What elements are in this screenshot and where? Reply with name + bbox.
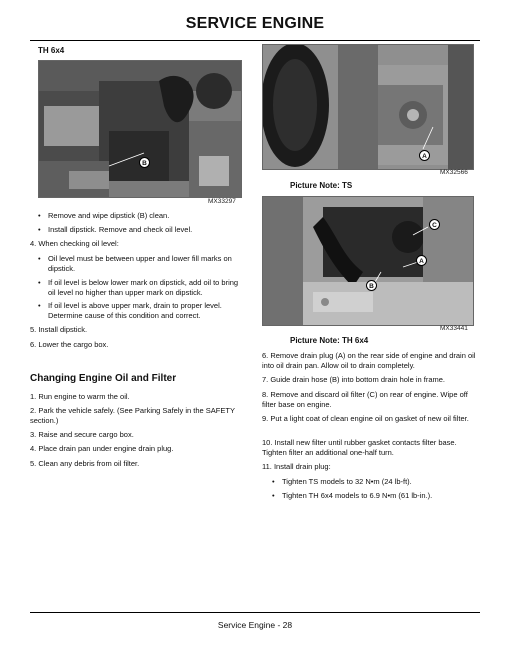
bullet-install-dipstick: • Install dipstick. Remove and check oil level. <box>38 225 193 234</box>
callout-c: C <box>429 219 440 230</box>
bullet-oil-level-range: • Oil level must be between upper and lower fill marks on dipstick. <box>38 254 232 273</box>
page-footer: Service Engine - 28 <box>217 620 293 630</box>
page-header <box>30 14 480 41</box>
drain-step-7: 7. Guide drain hose (B) into bottom drain hole in frame. <box>262 375 446 384</box>
page-title: SERVICE ENGINE <box>185 15 325 32</box>
drain-step-10: 10. Install new filter until rubber gasket contacts filter base. Tighten filter an additional one-half turn. <box>262 438 457 457</box>
photo-code-drain: MX33441 <box>440 325 468 332</box>
bullet-torque-ts: • Tighten TS models to 32 N•m (24 lb-ft). <box>272 477 412 486</box>
change-step-1: 1. Run engine to warm the oil. <box>30 392 130 401</box>
engine-photo-th6x4 <box>38 60 242 198</box>
photo-code: MX33297 <box>208 198 236 205</box>
drain-step-9: 9. Put a light coat of clean engine oil on gasket of new oil filter. <box>262 414 469 423</box>
footer-rule <box>30 612 480 613</box>
step-6: 6. Lower the cargo box. <box>30 340 109 349</box>
bullet-torque-th6x4: • Tighten TH 6x4 models to 6.9 N•m (61 lb-in.). <box>272 491 433 500</box>
callout-a-th: A <box>416 255 427 266</box>
ts-photo-illustration <box>263 45 473 169</box>
section-heading: Changing Engine Oil and Filter <box>30 373 177 384</box>
engine-photo-illustration <box>39 61 241 197</box>
engine-photo-ts <box>262 44 474 170</box>
drain-photo-illustration <box>263 197 473 325</box>
bullet-remove-dipstick: • Remove and wipe dipstick (B) clean. <box>38 211 170 220</box>
engine-photo-th6x4-drain <box>262 196 474 326</box>
change-step-5: 5. Clean any debris from oil filter. <box>30 459 140 468</box>
step-5: 5. Install dipstick. <box>30 325 88 334</box>
bullet-oil-below: • If oil level is below lower mark on dipstick, add oil to bring oil level no higher than upper mark on dipstick. <box>38 278 239 297</box>
callout-a-ts: A <box>419 150 430 161</box>
drain-step-11: 11. Install drain plug: <box>262 462 331 471</box>
callout-b-th: B <box>366 280 377 291</box>
drain-step-6: 6. Remove drain plug (A) on the rear side of engine and drain oil into oil drain pan. Allow oil to drain completely. <box>262 351 476 370</box>
picture-note-th6x4: Picture Note: TH 6x4 <box>290 336 369 345</box>
picture-note-ts: Picture Note: TS <box>290 181 353 190</box>
change-step-3: 3. Raise and secure cargo box. <box>30 430 134 439</box>
callout-b: B <box>139 157 150 168</box>
bullet-oil-above: • If oil level is above upper mark, drain to proper level. Determine cause of this condition and correct. <box>38 301 222 320</box>
change-step-4: 4. Place drain pan under engine drain plug. <box>30 444 174 453</box>
step-4: 4. When checking oil level: <box>30 239 119 248</box>
photo-code-ts: MX32566 <box>440 169 468 176</box>
change-step-2: 2. Park the vehicle safely. (See Parking Safely in the SAFETY section.) <box>30 406 235 425</box>
drain-step-8: 8. Remove and discard oil filter (C) on rear of engine. Wipe off filter base on engine. <box>262 390 468 409</box>
model-label: TH 6x4 <box>38 46 65 55</box>
